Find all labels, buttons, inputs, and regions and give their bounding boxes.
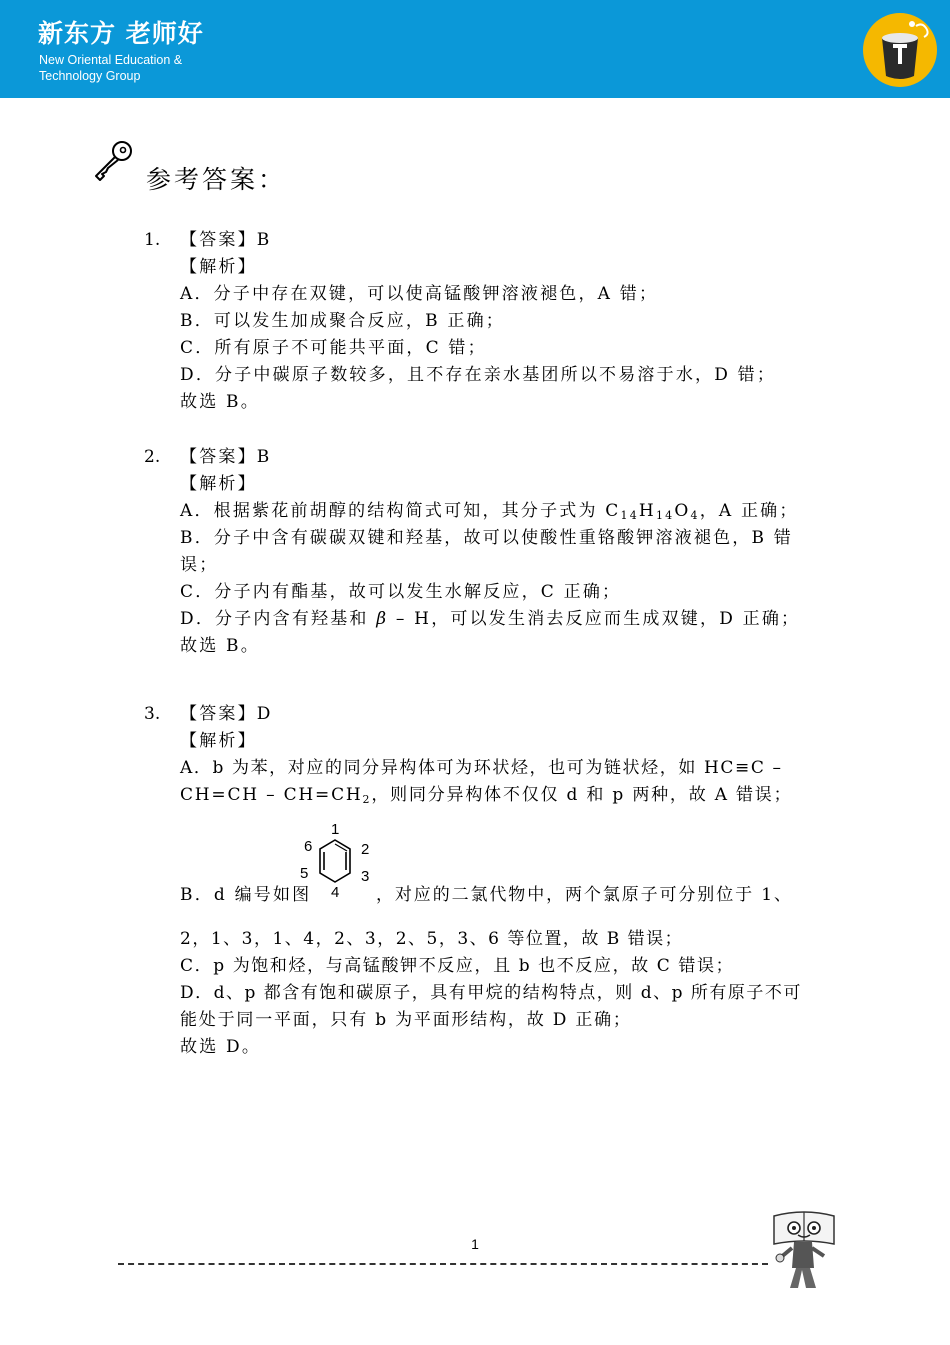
q2-line-a: [180, 500, 799, 522]
header-band: [0, 0, 950, 98]
benzene-label-6: 6: [304, 838, 313, 855]
q2-conclusion: 故选 B。: [180, 636, 260, 656]
q2-line-a-text: A．根据紫花前胡醇的结构简式可知，其分子式为 C: [180, 501, 621, 521]
q1-conclusion: 故选 B。: [180, 392, 260, 412]
q3-line-a-cont: [180, 784, 792, 806]
q3-line-d: D．d、p 都含有饱和碳原子，具有甲烷的结构特点，则 d、p 所有原子不可: [180, 983, 802, 1003]
benzene-label-3: 3: [361, 868, 370, 885]
page-title: 参考答案：: [146, 165, 287, 194]
q3-number: 3.: [144, 704, 161, 724]
teacher-cup-logo-icon: [862, 12, 938, 88]
q3-line-c: C．p 为饱和烃，与高锰酸钾不反应，且 b 也不反应，故 C 错误；: [180, 956, 735, 976]
q1-line-c: C．所有原子不可能共平面，C 错；: [180, 338, 487, 358]
q3-formula: CH=CH – CH=CH: [180, 785, 363, 805]
q2-line-c: C．分子内有酯基，故可以发生水解反应，C 正确；: [180, 582, 622, 602]
q3-line-b-cont: 2，1、3，1、4，2、3，2、5，3、6 等位置，故 B 错误；: [180, 929, 684, 949]
q2-answer: 【答案】B: [180, 447, 272, 467]
formula-h: H: [638, 501, 656, 521]
q3-line-d-cont: 能处于同一平面，只有 b 为平面形结构，故 D 正确；: [180, 1010, 632, 1030]
q2-line-d-text: D．分子内含有羟基和: [180, 609, 377, 629]
reading-mascot-icon: [768, 1208, 840, 1294]
formula-o: O: [674, 501, 691, 521]
q3-line-a-cont-text: ，则同分异构体不仅仅 d 和 p 两种，故 A 错误；: [371, 785, 793, 805]
q1-number: 1.: [144, 230, 161, 250]
formula-sub-h: 14: [655, 509, 675, 522]
q3-answer: 【答案】D: [180, 704, 273, 724]
benzene-label-2: 2: [361, 841, 370, 858]
formula-sub-c: 14: [620, 509, 639, 522]
key-icon: [92, 138, 136, 182]
q3-line-b: B．d 编号如图: [180, 885, 312, 905]
q2-line-b-cont: 误；: [180, 555, 219, 575]
brand-name-en: New Oriental Education & Technology Group: [39, 53, 183, 83]
formula-sub-o: 4: [690, 509, 700, 522]
q2-line-d-end: – H，可以发生消去反应而生成双键，D 正确；: [388, 609, 801, 629]
q2-line-a-end: ，A 正确；: [699, 501, 799, 521]
page-number: 1: [471, 1236, 479, 1252]
beta-symbol: β: [376, 609, 389, 629]
q3-conclusion: 故选 D。: [180, 1037, 262, 1057]
q1-line-b: B．可以发生加成聚合反应，B 正确；: [180, 311, 505, 331]
q1-line-a: A．分子中存在双键，可以使高锰酸钾溶液褪色，A 错；: [180, 284, 659, 304]
benzene-label-1: 1: [331, 821, 340, 838]
benzene-label-5: 5: [300, 865, 309, 882]
q1-line-d: D．分子中碳原子数较多，且不存在亲水基团所以不易溶于水，D 错；: [180, 365, 777, 385]
q2-analysis-label: 【解析】: [180, 474, 257, 494]
q3-analysis-label: 【解析】: [180, 731, 257, 751]
q1-analysis-label: 【解析】: [180, 257, 257, 277]
brand-name-cn: 新东方 老师好: [38, 19, 204, 48]
footer-divider: [118, 1263, 768, 1265]
q2-line-b: B．分子中含有碳碳双键和羟基，故可以使酸性重铬酸钾溶液褪色，B 错: [180, 528, 793, 548]
q3-line-b-end: ，对应的二氯代物中，两个氯原子可分别位于 1、: [376, 885, 793, 905]
q3-line-a: A．b 为苯，对应的同分异构体可为环状烃，也可为链状烃，如 HC≡C –: [180, 758, 783, 778]
q2-line-d: [180, 608, 800, 630]
q1-answer: 【答案】B: [180, 230, 272, 250]
benzene-label-4: 4: [331, 884, 340, 901]
formula-sub: 2: [362, 793, 372, 806]
q2-number: 2.: [144, 447, 161, 467]
